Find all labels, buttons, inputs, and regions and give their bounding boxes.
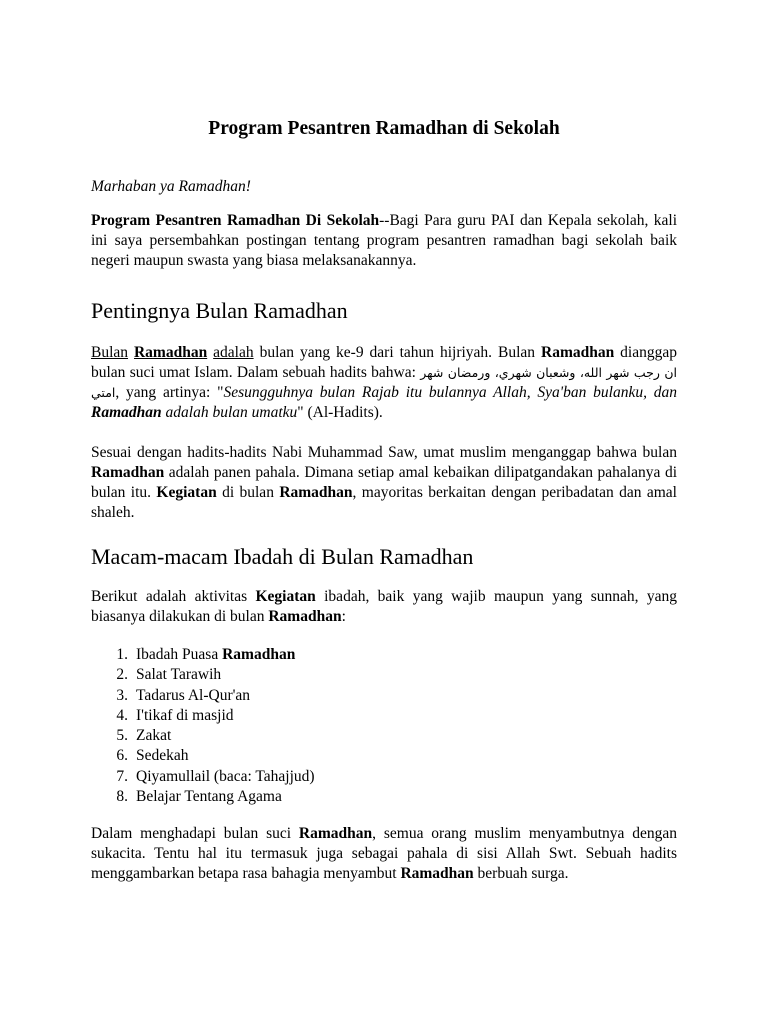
text-fragment: ibadah, baik yang wajib maupun yang sunnah, yang biasanya dilakukan di bulan <box>91 588 677 625</box>
list-item <box>91 726 677 746</box>
document-title: Program Pesantren Ramadhan di Sekolah <box>208 118 560 139</box>
list-item <box>91 767 677 787</box>
text-fragment: bulan yang ke-9 dari tahun hijriyah. Bulan <box>253 344 541 361</box>
list-bold: Ramadhan <box>222 646 296 663</box>
list-text: Belajar Tentang Agama <box>136 788 282 806</box>
bold-ramadhan: Ramadhan <box>279 484 353 501</box>
paragraph-bulan-ramadhan <box>91 343 677 423</box>
list-number: 5. <box>116 727 128 745</box>
list-item <box>91 746 677 766</box>
bold-italic-ramadhan: Ramadhan <box>91 404 162 421</box>
section-heading-macam-ibadah: Macam-macam Ibadah di Bulan Ramadhan <box>91 544 474 569</box>
text-fragment: adalah panen pahala. Dimana setiap amal kebaikan dilipatgandakan pahalanya di bulan itu. <box>91 464 677 501</box>
text-fragment: Berikut adalah aktivitas <box>91 588 256 605</box>
list-text: I'tikaf di masjid <box>136 706 234 724</box>
document-content <box>91 117 677 884</box>
list-text: Qiyamullail (baca: Tahajjud) <box>136 767 315 785</box>
italic-translation-end: adalah bulan umatku <box>161 404 298 421</box>
text-fragment: dianggap bulan suci umat Islam. Dalam sebuah hadits bahwa: <box>91 344 677 381</box>
text-fragment: , yang artinya: " <box>115 384 224 401</box>
bold-kegiatan: Kegiatan <box>255 588 316 605</box>
list-text: Sedekah <box>136 747 189 765</box>
text-fragment: , mayoritas berkaitan dengan peribadatan dan amal shaleh. <box>91 484 677 521</box>
ibadah-list <box>91 645 677 807</box>
text-fragment: Dalam menghadapi bulan suci <box>91 825 299 843</box>
bold-ramadhan: Ramadhan <box>268 608 342 625</box>
bold-kegiatan: Kegiatan <box>156 484 217 501</box>
text-fragment: Sesuai dengan hadits-hadits Nabi Muhammad Saw, umat muslim menganggap bahwa bulan <box>91 444 677 461</box>
list-number: 2. <box>116 666 128 684</box>
list-item <box>91 686 677 706</box>
link-bulan[interactable]: Bulan <box>91 344 129 361</box>
italic-translation: Sesungguhnya bulan Rajab itu bulannya Allah, Sya'ban bulanku, dan <box>223 384 677 401</box>
list-text: Tadarus Al-Qur'an <box>136 686 251 704</box>
list-text: Zakat <box>136 727 172 745</box>
list-item <box>91 787 677 807</box>
list-number: 8. <box>116 788 128 806</box>
list-text: Salat Tarawih <box>136 666 222 684</box>
text-fragment: " (Al-Hadits). <box>297 404 383 421</box>
intro-text: --Bagi Para guru PAI dan Kepala sekolah, kali ini saya persembahkan postingan tentang program pesantren ramadhan bagi sekolah baik negeri maupun swasta yang biasa melaksanakannya. <box>91 212 677 269</box>
link-ramadhan[interactable]: Ramadhan <box>133 344 208 361</box>
list-item <box>91 665 677 685</box>
bold-ramadhan: Ramadhan <box>298 825 373 843</box>
bold-ramadhan: Ramadhan <box>400 865 474 883</box>
list-item <box>91 645 677 665</box>
intro-bold-lead: Program Pesantren Ramadhan Di Sekolah <box>91 212 380 229</box>
section-heading-pentingnya: Pentingnya Bulan Ramadhan <box>91 298 348 323</box>
link-adalah[interactable]: adalah <box>213 344 254 361</box>
text-fragment: : <box>341 608 346 625</box>
list-item <box>91 706 677 726</box>
paragraph-panen-pahala <box>91 443 677 523</box>
list-number: 7. <box>116 767 128 785</box>
list-text: Ibadah Puasa <box>136 646 223 663</box>
intro-paragraph <box>91 211 677 271</box>
list-number: 4. <box>116 706 128 724</box>
bold-ramadhan: Ramadhan <box>91 464 165 481</box>
bold-ramadhan: Ramadhan <box>541 344 615 361</box>
text-fragment: berbuah surga. <box>473 865 569 883</box>
paragraph-aktivitas <box>91 587 677 627</box>
text-fragment: , semua orang muslim menyambutnya dengan sukacita. Tentu hal itu termasuk juga sebagai pahala di sisi Allah Swt. Sebuah hadits menggambarkan betapa rasa bahagia menyambut <box>91 825 677 883</box>
list-number: 3. <box>116 686 128 704</box>
greeting: Marhaban ya Ramadhan! <box>91 178 251 195</box>
list-number: 6. <box>116 747 128 765</box>
paragraph-sukacita <box>91 824 677 884</box>
arabic-hadith: ان رجب شهر الله، وشعبان شهري، ورمضان شهر امتي <box>91 365 677 400</box>
list-number: 1. <box>116 646 128 663</box>
text-fragment: di bulan <box>216 484 280 501</box>
